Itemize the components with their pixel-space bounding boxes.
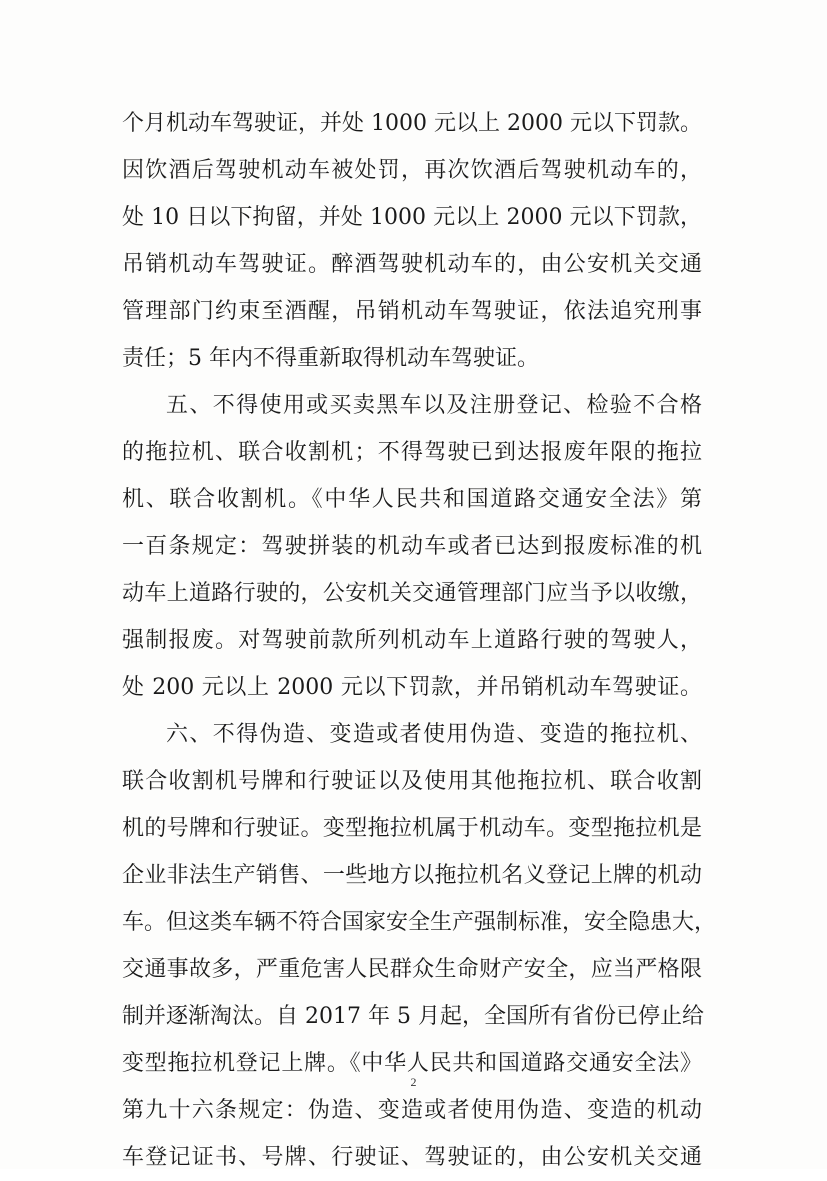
text-line-19: 交通事故多，严重危害人民群众生命财产安全，应当严格限	[122, 957, 702, 982]
text-line-3: 处 10 日以下拘留，并处 1000 元以上 2000 元以下罚款，	[122, 205, 702, 230]
text-line-1: 个月机动车驾驶证，并处 1000 元以上 2000 元以下罚款。	[122, 111, 702, 136]
text-line-21: 变型拖拉机登记上牌。《中华人民共和国道路交通安全法》	[122, 1051, 702, 1076]
text-line-2: 因饮酒后驾驶机动车被处罚，再次饮酒后驾驶机动车的，	[122, 158, 702, 183]
text-line-20: 制并逐渐淘汰。自 2017 年 5 月起，全国所有省份已停止给	[122, 1004, 704, 1029]
text-line-4: 吊销机动车驾驶证。醉酒驾驶机动车的，由公安机关交通	[122, 252, 702, 277]
text-line-5: 管理部门约束至酒醒，吊销机动车驾驶证，依法追究刑事	[122, 299, 702, 324]
text-line-11: 动车上道路行驶的，公安机关交通管理部门应当予以收缴，	[122, 581, 702, 606]
text-line-8: 的拖拉机、联合收割机；不得驾驶已到达报废年限的拖拉	[122, 440, 702, 465]
body-text	[122, 100, 717, 1181]
page-number: 2	[410, 1075, 417, 1089]
text-line-12: 强制报废。对驾驶前款所列机动车上道路行驶的驾驶人，	[122, 628, 702, 653]
text-line-13: 处 200 元以上 2000 元以下罚款，并吊销机动车驾驶证。	[122, 675, 702, 700]
text-line-10: 一百条规定：驾驶拼装的机动车或者已达到报废标准的机	[122, 534, 702, 559]
paragraph-six-heading-line: 六、不得伪造、变造或者使用伪造、变造的拖拉机、	[166, 722, 702, 747]
text-line-22: 第九十六条规定：伪造、变造或者使用伪造、变造的机动	[122, 1098, 702, 1123]
text-line-9: 机、联合收割机。《中华人民共和国道路交通安全法》第	[122, 487, 702, 512]
text-line-6: 责任；5 年内不得重新取得机动车驾驶证。	[122, 346, 539, 371]
text-line-18: 车。但这类车辆不符合国家安全生产强制标准，安全隐患大，	[122, 910, 717, 935]
text-line-17: 企业非法生产销售、一些地方以拖拉机名义登记上牌的机动	[122, 863, 702, 888]
text-line-15: 联合收割机号牌和行驶证以及使用其他拖拉机、联合收割	[122, 769, 702, 794]
text-line-16: 机的号牌和行驶证。变型拖拉机属于机动车。变型拖拉机是	[122, 816, 702, 841]
text-line-23: 车登记证书、号牌、行驶证、驾驶证的，由公安机关交通	[122, 1145, 702, 1170]
paragraph-five-heading-line: 五、不得使用或买卖黑车以及注册登记、检验不合格	[166, 393, 702, 418]
